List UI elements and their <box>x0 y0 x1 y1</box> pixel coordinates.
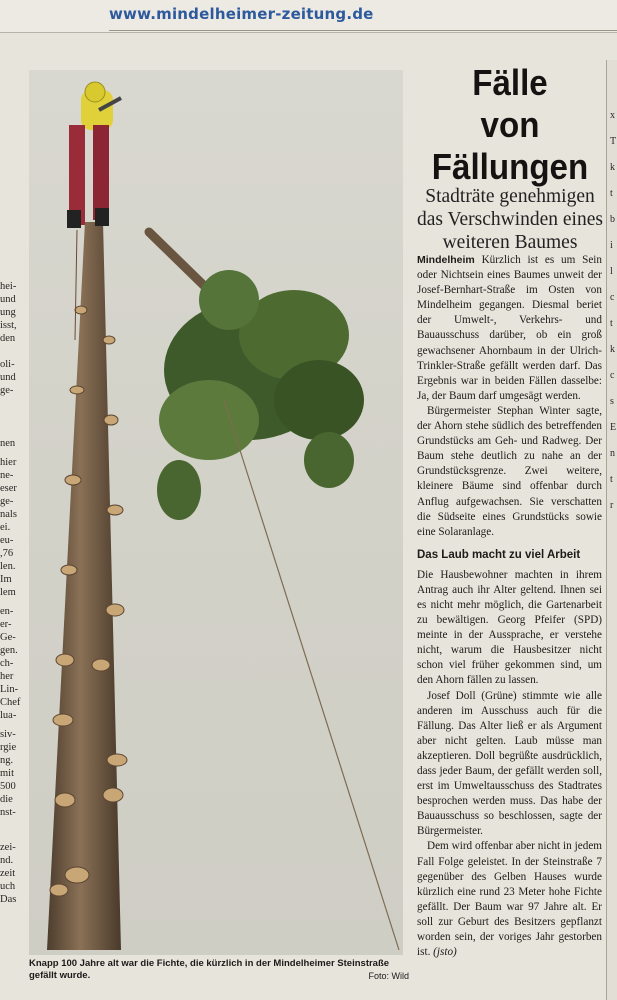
right-fragment-letter: x <box>610 110 615 121</box>
left-fragment-line: ,76 <box>0 548 14 559</box>
left-fragment-line: ne- <box>0 470 14 481</box>
left-fragment-line: mit <box>0 768 15 779</box>
left-fragment-line: uch <box>0 881 16 892</box>
left-fragment-line: Im <box>0 574 12 585</box>
left-fragment-line: lua- <box>0 710 17 721</box>
photo-caption <box>29 958 409 982</box>
left-fragment-line: nd. <box>0 855 14 866</box>
left-fragment-line: Chef <box>0 697 21 708</box>
page-header <box>0 0 617 33</box>
article-paragraph <box>417 253 602 404</box>
left-fragment-line: zei- <box>0 842 16 853</box>
left-fragment-line: her <box>0 671 14 682</box>
tree-photo <box>29 70 403 955</box>
left-fragment-line: hei- <box>0 281 17 292</box>
left-fragment-line: ge- <box>0 496 14 507</box>
right-fragment-letter: l <box>610 266 613 277</box>
left-fragment-line: und <box>0 294 16 305</box>
article-paragraph: Die Hausbewohner machten in ihrem Antrag auch ihr Alter geltend. Ihnen sei es nicht mehr möglich, die Gartenarbeit zu bewältigen. Georg Pfeifer (SPD) meinte in der Aussprache, er verstehe nicht, warum die Hausbesitzer nicht schon viel früher gekommen sind, um den Ahorn fällen zu lassen. <box>417 568 602 687</box>
rope <box>224 400 399 950</box>
left-fragment-line: eser <box>0 483 17 494</box>
left-fragment-line: Ge- <box>0 632 16 643</box>
fragment-spacer <box>0 819 22 841</box>
falling-treetop <box>149 232 364 520</box>
left-fragment-line <box>0 345 22 358</box>
headline-line: von <box>480 104 540 145</box>
left-fragment-line: isst, <box>0 320 17 331</box>
right-fragment-letter: c <box>610 292 615 303</box>
photo-credit: Foto: Wild <box>368 971 409 981</box>
right-fragment-letter: c <box>610 370 615 381</box>
right-fragment-letter: i <box>610 240 613 251</box>
article-body <box>417 253 602 960</box>
left-fragment-line: len. <box>0 561 16 572</box>
right-fragment-letter: t <box>610 474 613 485</box>
left-fragment-line: ng. <box>0 755 14 766</box>
article-headline <box>423 62 598 188</box>
left-fragment-line: ei. <box>0 522 11 533</box>
right-column-fragments <box>606 60 617 1000</box>
author-signature: (jsto) <box>433 946 457 959</box>
caption-text: Knapp 100 Jahre alt war die Fichte, die kürzlich in der Mindelheimer Steinstraße gefällt wurde. <box>29 958 390 981</box>
article-subhead: Stadträte genehmigen das Verschwinden eines weiteren Baumes <box>417 186 603 253</box>
left-fragment-line: siv- <box>0 729 16 740</box>
left-fragment-line: Das <box>0 894 17 905</box>
right-fragment-letter: t <box>610 188 613 199</box>
right-fragment-letter: r <box>610 500 614 511</box>
left-fragment-line: den <box>0 333 16 344</box>
section-heading: Das Laub macht zu viel Arbeit <box>417 548 581 561</box>
left-column-fragments <box>0 280 22 906</box>
tree-trunk <box>47 222 121 950</box>
left-fragment-line: oli- <box>0 359 15 370</box>
left-fragment-line: 500 <box>0 781 16 792</box>
left-fragment-line: en- <box>0 606 14 617</box>
right-fragment-letter: k <box>610 162 615 173</box>
fragment-spacer <box>0 397 22 437</box>
left-fragment-line: zeit <box>0 868 16 879</box>
left-fragment-line: Lin- <box>0 684 19 695</box>
dateline: Mindelheim <box>417 254 475 266</box>
left-fragment-line: ung <box>0 307 16 318</box>
site-url[interactable]: www.mindelheimer-zeitung.de <box>109 5 374 23</box>
article-paragraph <box>417 839 602 960</box>
paragraph-text: Kürzlich ist es um Sein oder Nichtsein eines Baumes unweit der Josef-Bernhart-Straße im Osten von Mindelheim gegangen. Diesmal beriet der Umwelt-, Verkehrs- und Bauausschuss darüber, ob ein groß gewachsener Ahornbaum in der Ulrich-Trinkler-Straße gefällt werden darf. Das Ergebnis war in beiden Fällen dasselbe: Ja, der Baum darf umgesägt werden. <box>417 254 603 402</box>
right-fragment-letter: T <box>610 136 617 147</box>
article-paragraph: Bürgermeister Stephan Winter sagte, der Ahorn stehe südlich des betreffenden Grundstücks am Geh- und Radweg. Der Baum stehe deutlich zu nahe an der Grundstücksgrenze. Zwei weitere, kleinere Bäume sind offenbar durch Anflug aufgewachsen. Sie verschatten die Südseite eines Grundstücks sowie eine Solaranlage. <box>417 404 602 538</box>
left-fragment-line: ch- <box>0 658 14 669</box>
left-fragment-line: lem <box>0 587 16 598</box>
right-fragment-letter: n <box>610 448 615 459</box>
right-fragment-letter: E <box>610 422 617 433</box>
left-fragment-line: gen. <box>0 645 18 656</box>
left-fragment-line: rgie <box>0 742 17 753</box>
left-fragment-line: und <box>0 372 16 383</box>
right-fragment-letter: s <box>610 396 614 407</box>
tree-illustration <box>29 70 403 955</box>
headline-line: Fällungen <box>431 146 589 187</box>
headline-line: Fälle <box>472 62 548 103</box>
left-fragment-line: ge- <box>0 385 14 396</box>
article-paragraph: Josef Doll (Grüne) stimmte wie alle anderen im Ausschuss auch für die Fällung. Das Alter ließ er als Argument aber nicht gelten. Laub müsse man akzeptieren. Doll begrüßte ausdrücklich, dass jeder Baum, der gefällt werden soll, erst im Umweltausschuss des Stadtrates besprochen werden muss. Das habe der Bauausschuss so beschlossen, sagte der Bürgermeister. <box>417 689 602 838</box>
left-fragment-line: hier <box>0 457 17 468</box>
left-fragment-line: die <box>0 794 13 805</box>
left-fragment-line: er- <box>0 619 12 630</box>
left-fragment-line: nen <box>0 438 16 449</box>
left-fragment-line: nst- <box>0 807 16 818</box>
left-fragment-line: nals <box>0 509 17 520</box>
right-fragment-letter: t <box>610 318 613 329</box>
header-divider <box>109 30 617 31</box>
right-fragment-letter: k <box>610 344 615 355</box>
right-fragment-letter: b <box>610 214 615 225</box>
left-fragment-line: eu- <box>0 535 14 546</box>
paragraph-text: Dem wird offenbar aber nicht in jedem Fall Folge geleistet. In der Steinstraße 7 gegenüber des Gelben Hauses wurde kürzlich eine rund 23 Meter hohe Fichte gefällt. Der Baum war 97 Jahre alt. Er soll zur Geburt des Besitzers gepflanzt worden sein, der voriges Jahr gestorben ist. <box>417 840 602 959</box>
